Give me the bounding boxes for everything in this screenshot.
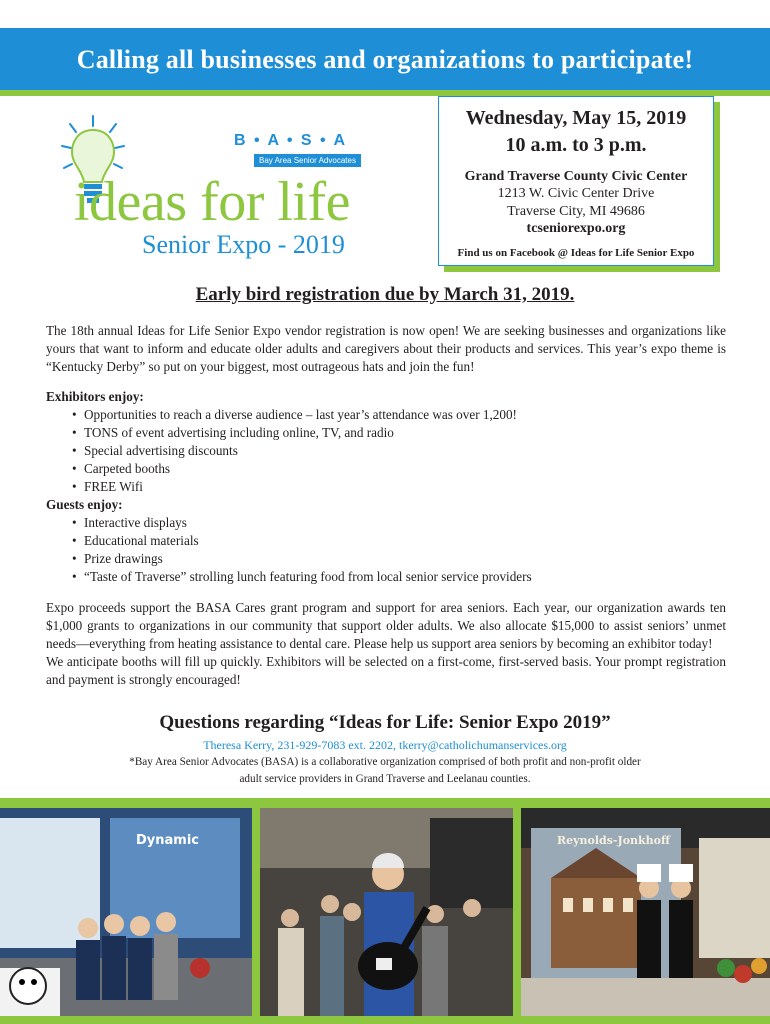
booth-photo-3	[521, 808, 770, 1016]
event-venue: Grand Traverse County Civic Center	[464, 169, 688, 184]
expo-logo	[58, 112, 418, 262]
list-item: • TONS of event advertising including online, TV, and radio	[72, 424, 726, 442]
booth-photo-1	[0, 808, 252, 1016]
booth-sign-dynamic: Dynamic	[136, 833, 200, 848]
exhibitors-heading: Exhibitors enjoy:	[46, 389, 144, 404]
event-date: Wednesday, May 15, 2019	[465, 107, 687, 129]
proceeds-paragraph: Expo proceeds support the BASA Cares grant program and support for area seniors. Each year, our organization awards ten $1,000 grants to organizations in our community that support older adults. We also allocate $15,000 to assist seniors’ unmet needs—everything from heating assistance to dental care. Please help us support area seniors by becoming an exhibitor today!	[46, 600, 726, 651]
event-address-line1: 1213 W. Civic Center Drive	[497, 186, 655, 201]
guests-list	[46, 514, 726, 586]
list-item: • “Taste of Traverse” strolling lunch featuring food from local senior service providers	[72, 568, 726, 586]
guests-heading: Guests enjoy:	[46, 497, 123, 512]
questions-heading: Questions regarding “Ideas for Life: Senior Expo 2019”	[159, 712, 611, 733]
list-item: • Special advertising discounts	[72, 442, 726, 460]
event-time: 10 a.m. to 3 p.m.	[505, 134, 647, 156]
header-banner	[0, 28, 770, 90]
banner-title: Calling all businesses and organizations to participate!	[76, 45, 694, 74]
booth-sign-reynolds: Reynolds-Jonkhoff	[557, 834, 671, 847]
list-item: • Educational materials	[72, 532, 726, 550]
early-bird-heading: Early bird registration due by March 31, 2019.	[195, 284, 575, 305]
logo-ideas-for-life: ideas for life	[74, 171, 350, 233]
list-item: • Prize drawings	[72, 550, 726, 568]
facebook-note: Find us on Facebook @ Ideas for Life Senior Expo	[457, 247, 695, 259]
event-address-line2: Traverse City, MI 49686	[507, 204, 645, 219]
contact-line[interactable]: Theresa Kerry, 231-929-7083 ext. 2202, tkerry@catholichumanservices.org	[203, 738, 567, 752]
basa-footnote: *Bay Area Senior Advocates (BASA) is a collaborative organization comprised of both profit and non-profit older adult service providers in Grand Traverse and Leelanau counties.	[129, 756, 641, 785]
list-item: • Carpeted booths	[72, 460, 726, 478]
list-item: • Interactive displays	[72, 514, 726, 532]
list-item: • FREE Wifi	[72, 478, 726, 496]
list-item: • Opportunities to reach a diverse audience – last year’s attendance was over 1,200!	[72, 406, 726, 424]
booths-paragraph: We anticipate booths will fill up quickly. Exhibitors will be selected on a first-come, first-served basis. Your prompt registration and payment is strongly encouraged!	[46, 654, 726, 687]
event-info-box	[438, 96, 714, 266]
event-website[interactable]: tcseniorexpo.org	[526, 221, 626, 236]
intro-paragraph: The 18th annual Ideas for Life Senior Expo vendor registration is now open! We are seeking businesses and organizations like yours that want to inform and educate older adults and caregivers about their products and services. This year’s expo theme is “Kentucky Derby” so put on your biggest, most outrageous hats and join the fun!	[46, 323, 726, 374]
exhibitors-list	[46, 406, 726, 496]
benefits-section	[46, 388, 726, 586]
booth-photo-2	[260, 808, 513, 1016]
basa-letters: B • A • S • A	[234, 132, 348, 149]
proceeds-section	[46, 599, 726, 689]
basa-subtitle: Bay Area Senior Advocates	[254, 154, 361, 167]
logo-senior-expo: Senior Expo - 2019	[142, 230, 345, 259]
